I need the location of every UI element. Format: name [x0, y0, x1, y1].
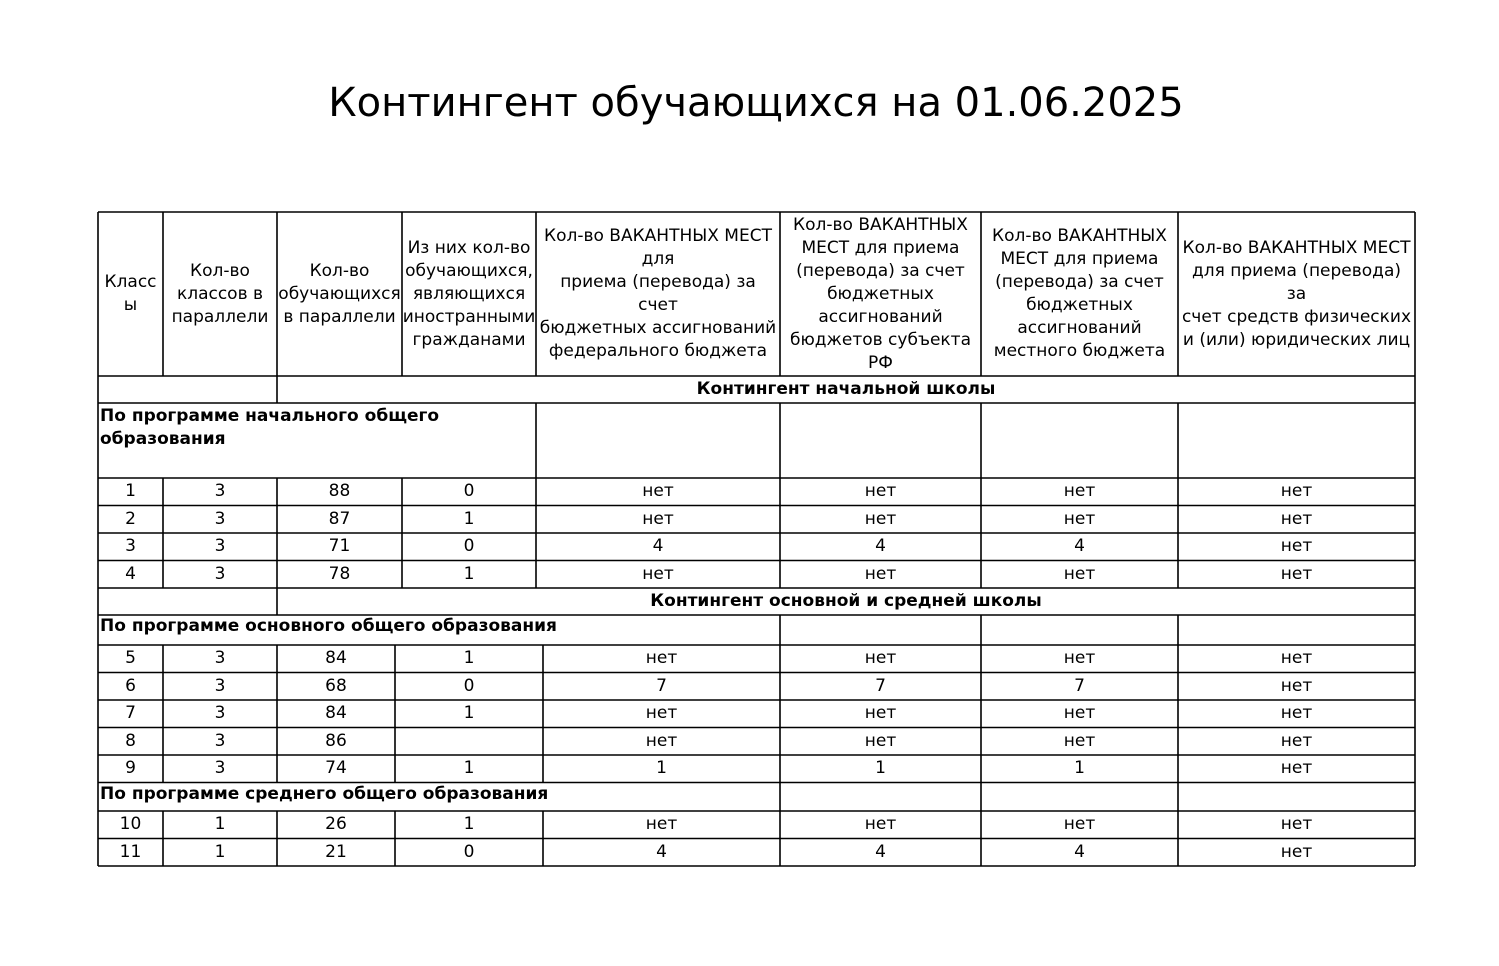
secondary-row-2-col-1: 11 [119, 841, 142, 862]
secondary-row-1-col-6: нет [864, 814, 897, 835]
primary-row-3-col-3: 71 [328, 536, 351, 557]
basic-row-2-col-6: 7 [875, 675, 886, 696]
secondary-row-1-col-4: 1 [463, 814, 475, 835]
primary-row-4-col-3: 78 [328, 563, 351, 584]
primary-row-4-col-8: нет [1280, 563, 1313, 584]
primary-row-1-col-2: 3 [214, 481, 226, 502]
basic-row-2-col-5: 7 [656, 675, 667, 696]
secondary-row-2-col-6: 4 [875, 841, 886, 862]
primary-row-2-col-5: нет [642, 508, 674, 529]
secondary-row-2-col-7: 4 [1074, 841, 1085, 862]
primary-row-3-col-6: 4 [875, 536, 886, 557]
header-students: Кол-во обучающихся в параллели [278, 260, 401, 327]
basic-row-1-col-5: нет [645, 648, 678, 669]
header-vacant-regional: Кол-во ВАКАНТНЫХ МЕСТ для приема (перевода) за счет бюджетных ассигнований бюджетов субъекта РФ [790, 214, 971, 373]
basic-row-3-col-4: 1 [463, 703, 475, 724]
basic-row-1-col-2: 3 [214, 648, 226, 669]
basic-row-3-col-6: нет [864, 703, 897, 724]
primary-row-1-col-5: нет [642, 481, 674, 502]
primary-row-2-col-6: нет [864, 508, 897, 529]
basic-row-2-col-8: нет [1280, 675, 1313, 696]
basic-row-4-col-2: 3 [214, 730, 226, 751]
header-vacant-federal: Кол-во ВАКАНТНЫХ МЕСТ для приема (перевода) за счет бюджетных ассигнований федерального бюджета [539, 226, 777, 361]
primary-row-4-col-4: 1 [463, 563, 475, 584]
primary-row-3-col-5: 4 [652, 536, 664, 557]
secondary-row-1-col-3: 26 [325, 814, 347, 835]
basic-row-1-col-8: нет [1280, 648, 1313, 669]
basic-row-5-col-8: нет [1280, 758, 1313, 779]
basic-row-4-col-6: нет [864, 730, 897, 751]
basic-row-5-col-2: 3 [214, 758, 226, 779]
header-foreign: Из них кол-во обучающихся, являющихся иностранными гражданами [402, 237, 536, 350]
secondary-row-2-col-5: 4 [656, 841, 667, 862]
basic-row-3-col-5: нет [645, 703, 678, 724]
primary-row-2-col-1: 2 [125, 508, 136, 529]
basic-row-4-col-1: 8 [125, 730, 136, 751]
basic-row-2-col-3: 68 [325, 675, 347, 696]
primary-row-4-col-2: 3 [214, 563, 226, 584]
basic-row-1-col-1: 5 [125, 648, 136, 669]
basic-row-3-col-8: нет [1280, 703, 1313, 724]
header-vacant-local: Кол-во ВАКАНТНЫХ МЕСТ для приема (перевода) за счет бюджетных ассигнований местного бюджета [992, 226, 1167, 361]
basic-row-3-col-3: 84 [325, 703, 347, 724]
basic-row-4-col-8: нет [1280, 730, 1313, 751]
primary-row-3-col-1: 3 [125, 536, 136, 557]
basic-row-4-col-7: нет [1063, 730, 1096, 751]
basic-row-5-col-6: 1 [875, 758, 886, 779]
basic-row-2-col-1: 6 [125, 675, 136, 696]
basic-row-5-col-5: 1 [656, 758, 667, 779]
primary-row-1-col-6: нет [864, 481, 897, 502]
secondary-row-1-col-2: 1 [214, 814, 226, 835]
program-basic-label: По программе основного общего образования [100, 616, 557, 636]
header-classes: Класс ы [104, 272, 157, 315]
primary-row-2-col-7: нет [1063, 508, 1096, 529]
primary-row-1-col-7: нет [1063, 481, 1096, 502]
primary-row-2-col-2: 3 [214, 508, 226, 529]
basic-row-3-col-1: 7 [125, 703, 136, 724]
secondary-row-1-col-5: нет [645, 814, 678, 835]
program-primary-label: По программе начального общего образования [100, 406, 440, 449]
secondary-row-2-col-2: 1 [214, 841, 226, 862]
basic-row-2-col-2: 3 [214, 675, 226, 696]
primary-row-3-col-4: 0 [463, 536, 475, 557]
basic-row-1-col-3: 84 [325, 648, 347, 669]
primary-row-2-col-4: 1 [463, 508, 475, 529]
secondary-row-1-col-1: 10 [119, 814, 142, 835]
basic-row-4-col-3: 86 [325, 730, 347, 751]
page-title: Контингент обучающихся на 01.06.2025 [328, 80, 1184, 126]
primary-row-1-col-4: 0 [463, 481, 475, 502]
basic-row-4-col-5: нет [645, 730, 678, 751]
basic-row-2-col-4: 0 [463, 675, 475, 696]
primary-row-4-col-1: 4 [125, 563, 136, 584]
basic-row-1-col-4: 1 [463, 648, 475, 669]
header-vacant-paid: Кол-во ВАКАНТНЫХ МЕСТ для приема (перевода) за счет средств физических и (или) юридических лиц [1181, 237, 1412, 350]
basic-row-3-col-2: 3 [214, 703, 226, 724]
primary-row-2-col-3: 87 [328, 508, 351, 529]
primary-row-3-col-7: 4 [1074, 536, 1085, 557]
basic-row-1-col-6: нет [864, 648, 897, 669]
basic-row-2-col-7: 7 [1074, 675, 1085, 696]
basic-row-3-col-7: нет [1063, 703, 1096, 724]
primary-row-3-col-2: 3 [214, 536, 226, 557]
secondary-row-2-col-4: 0 [463, 841, 475, 862]
program-secondary-label: По программе среднего общего образования [100, 783, 549, 804]
primary-row-2-col-8: нет [1280, 508, 1313, 529]
section-secondary-heading: Контингент основной и средней школы [650, 591, 1042, 611]
primary-row-4-col-5: нет [642, 563, 674, 584]
basic-row-1-col-7: нет [1063, 648, 1096, 669]
basic-row-5-col-4: 1 [463, 758, 475, 779]
header-class-count: Кол-во классов в параллели [171, 260, 269, 327]
section-primary-heading: Контингент начальной школы [696, 379, 996, 399]
primary-row-3-col-8: нет [1280, 536, 1313, 557]
primary-row-1-col-3: 88 [328, 481, 351, 502]
primary-row-1-col-8: нет [1280, 481, 1313, 502]
secondary-row-2-col-3: 21 [325, 841, 347, 862]
secondary-row-2-col-8: нет [1280, 841, 1313, 862]
primary-row-4-col-7: нет [1063, 563, 1096, 584]
basic-row-5-col-1: 9 [125, 758, 136, 779]
secondary-row-1-col-7: нет [1063, 814, 1096, 835]
basic-row-5-col-7: 1 [1074, 758, 1085, 779]
basic-row-4-col-4 [395, 728, 543, 756]
primary-row-4-col-6: нет [864, 563, 897, 584]
secondary-row-1-col-8: нет [1280, 814, 1313, 835]
basic-row-5-col-3: 74 [325, 758, 347, 779]
primary-row-1-col-1: 1 [125, 481, 136, 502]
